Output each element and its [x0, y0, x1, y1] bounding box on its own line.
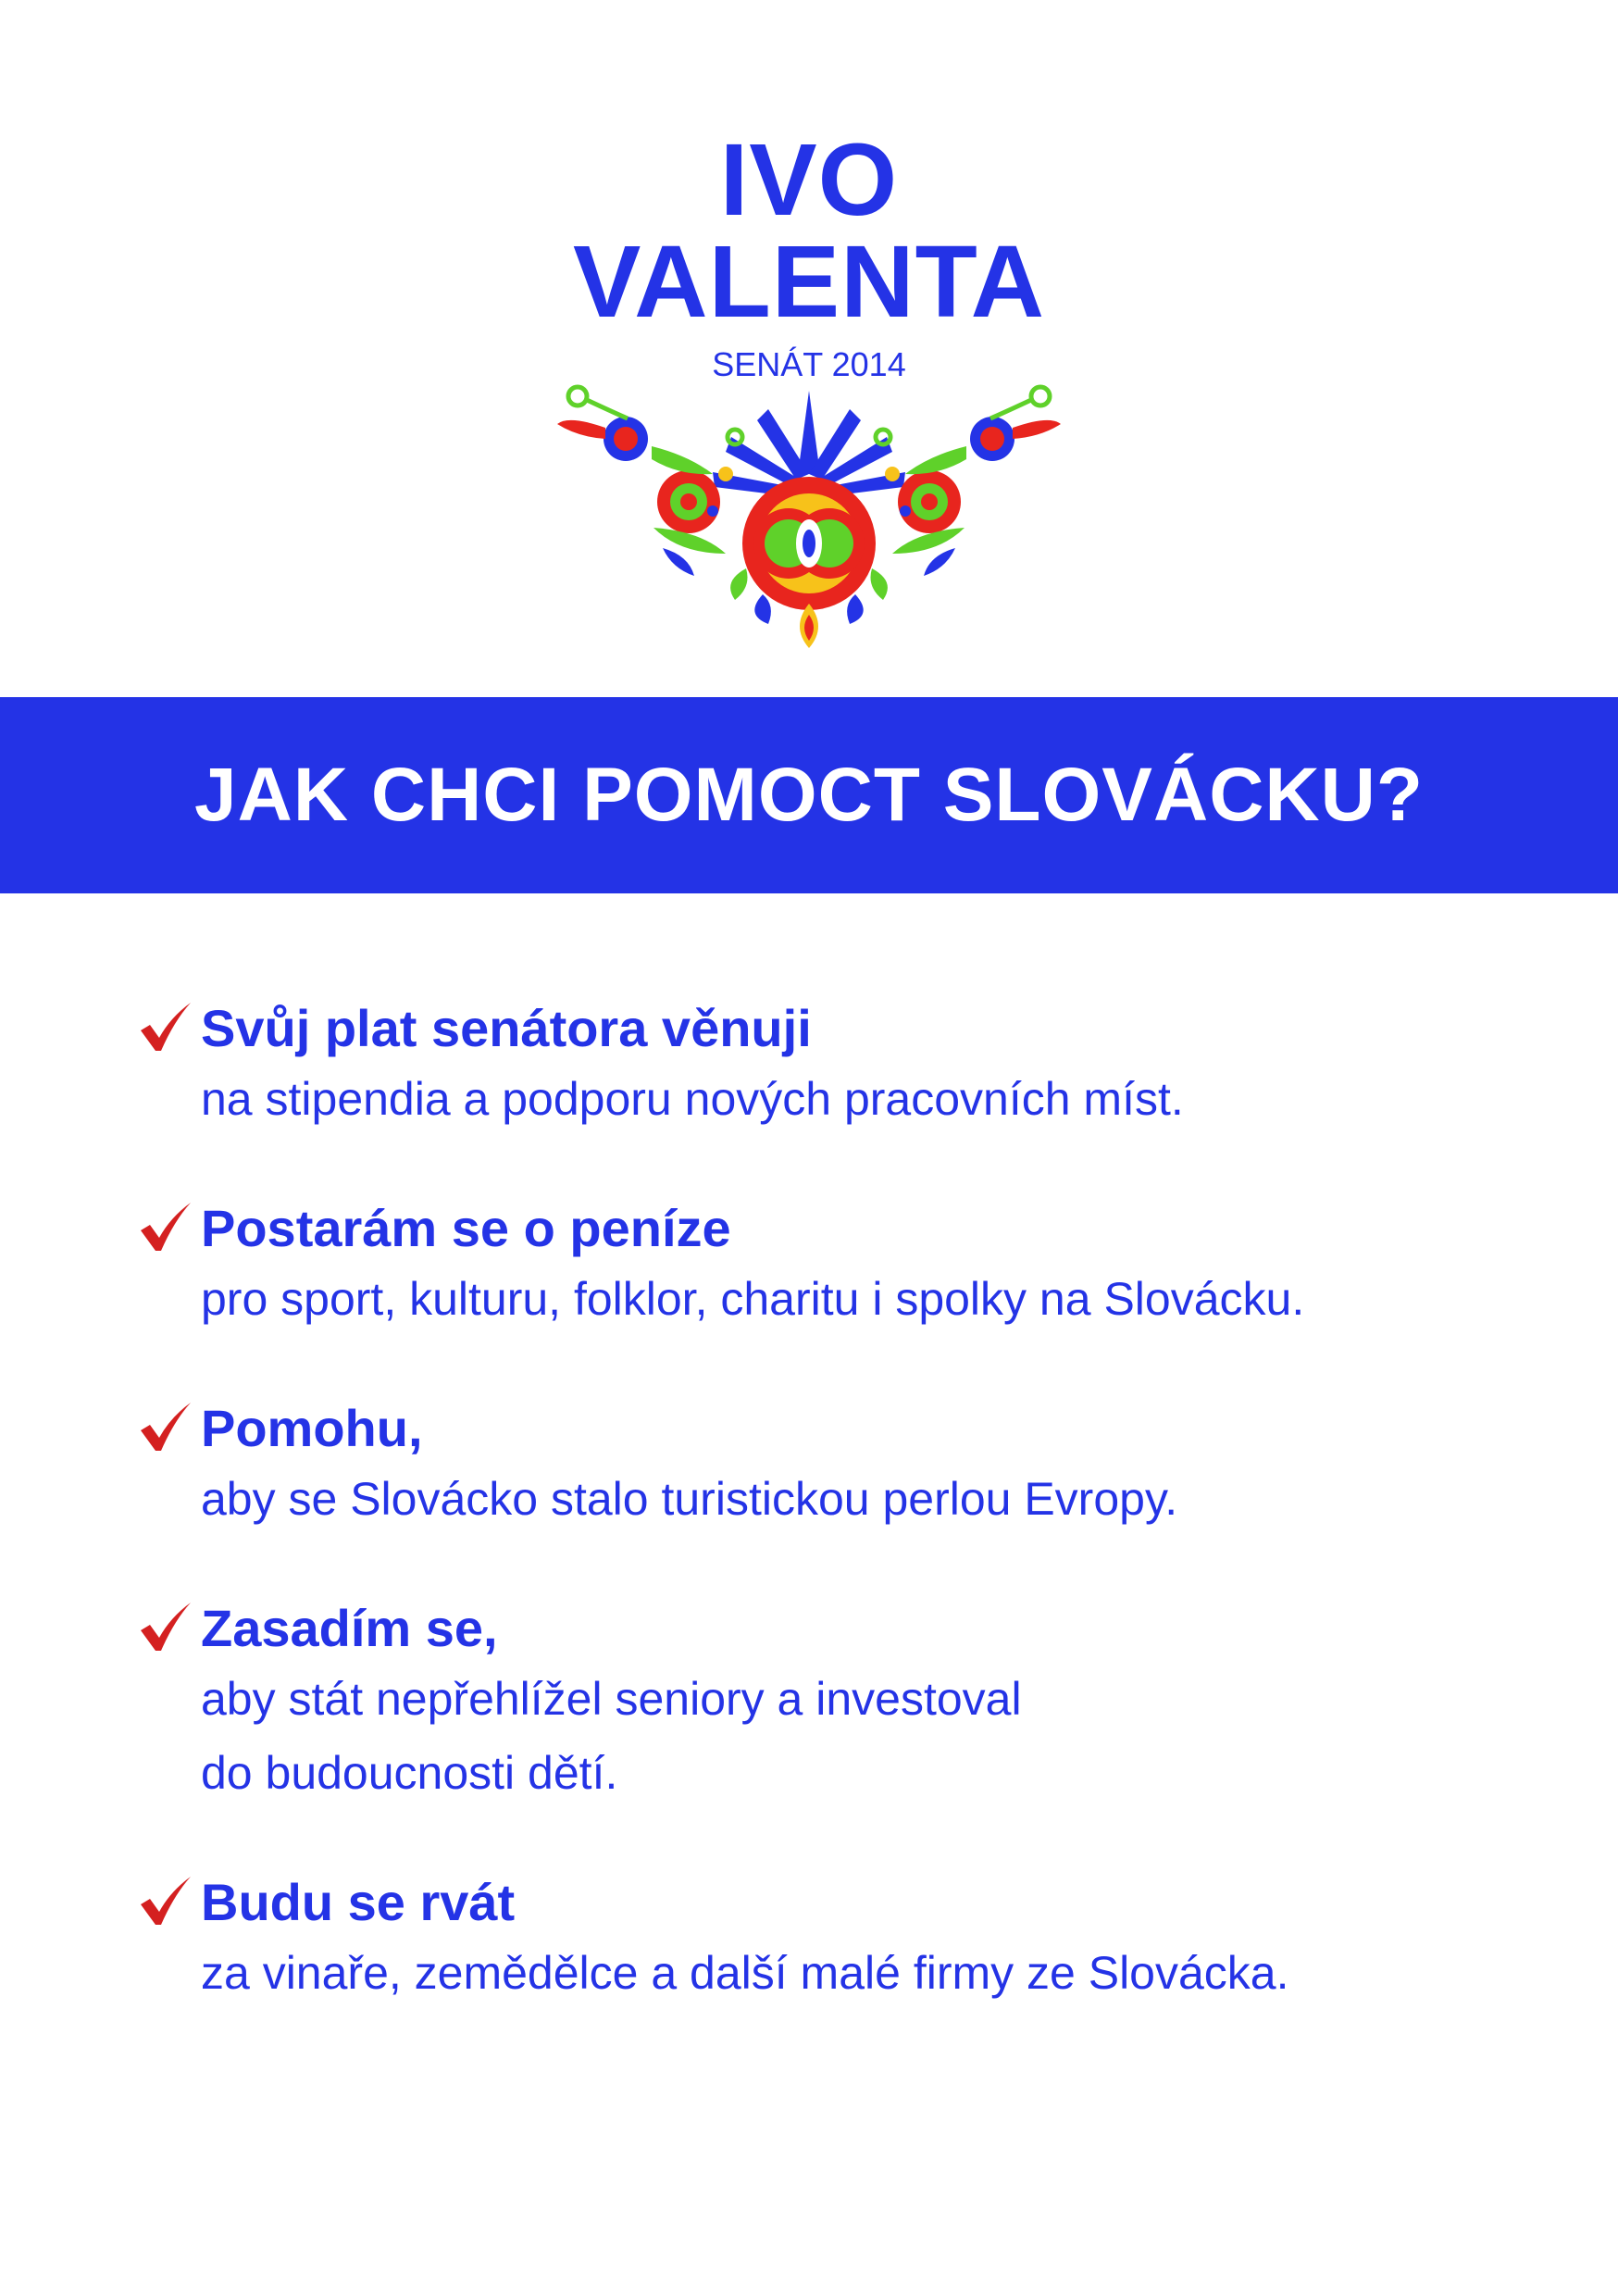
check-mark-icon	[137, 1201, 194, 1253]
list-item	[0, 1869, 1618, 2010]
list-item	[0, 1595, 1618, 1810]
item-heading: Zasadím se,	[201, 1599, 498, 1657]
item-text: aby stát nepřehlížel seniory a investoval	[201, 1673, 1022, 1725]
check-mark-icon	[137, 1001, 194, 1053]
list-item	[0, 1395, 1618, 1536]
item-heading: Postarám se o peníze	[201, 1199, 731, 1257]
check-mark-icon	[137, 1601, 194, 1653]
candidate-first-name: IVO	[719, 123, 899, 237]
banner-title: JAK CHCI POMOCT SLOVÁCKU?	[194, 753, 1424, 837]
list-item	[0, 1195, 1618, 1336]
item-text: do budoucnosti dětí.	[201, 1747, 618, 1799]
item-text: pro sport, kulturu, folklor, charitu i spolky na Slovácku.	[201, 1273, 1305, 1325]
candidate-last-name: VALENTA	[572, 225, 1046, 339]
folk-ornament-icon	[550, 372, 1068, 650]
item-text: na stipendia a podporu nových pracovních míst.	[201, 1073, 1184, 1125]
item-heading: Budu se rvát	[201, 1873, 516, 1931]
item-text: aby se Slovácko stalo turistickou perlou Evropy.	[201, 1473, 1178, 1525]
headline-banner	[0, 697, 1618, 893]
item-heading: Svůj plat senátora věnuji	[201, 999, 812, 1057]
item-heading: Pomohu,	[201, 1399, 423, 1457]
election-subtitle: SENÁT 2014	[712, 345, 906, 383]
check-mark-icon	[137, 1401, 194, 1453]
item-text: za vinaře, zemědělce a další malé firmy ze Slovácka.	[201, 1947, 1289, 1999]
promise-list	[0, 995, 1618, 2069]
check-mark-icon	[137, 1875, 194, 1927]
candidate-header	[0, 123, 1618, 383]
list-item	[0, 995, 1618, 1136]
